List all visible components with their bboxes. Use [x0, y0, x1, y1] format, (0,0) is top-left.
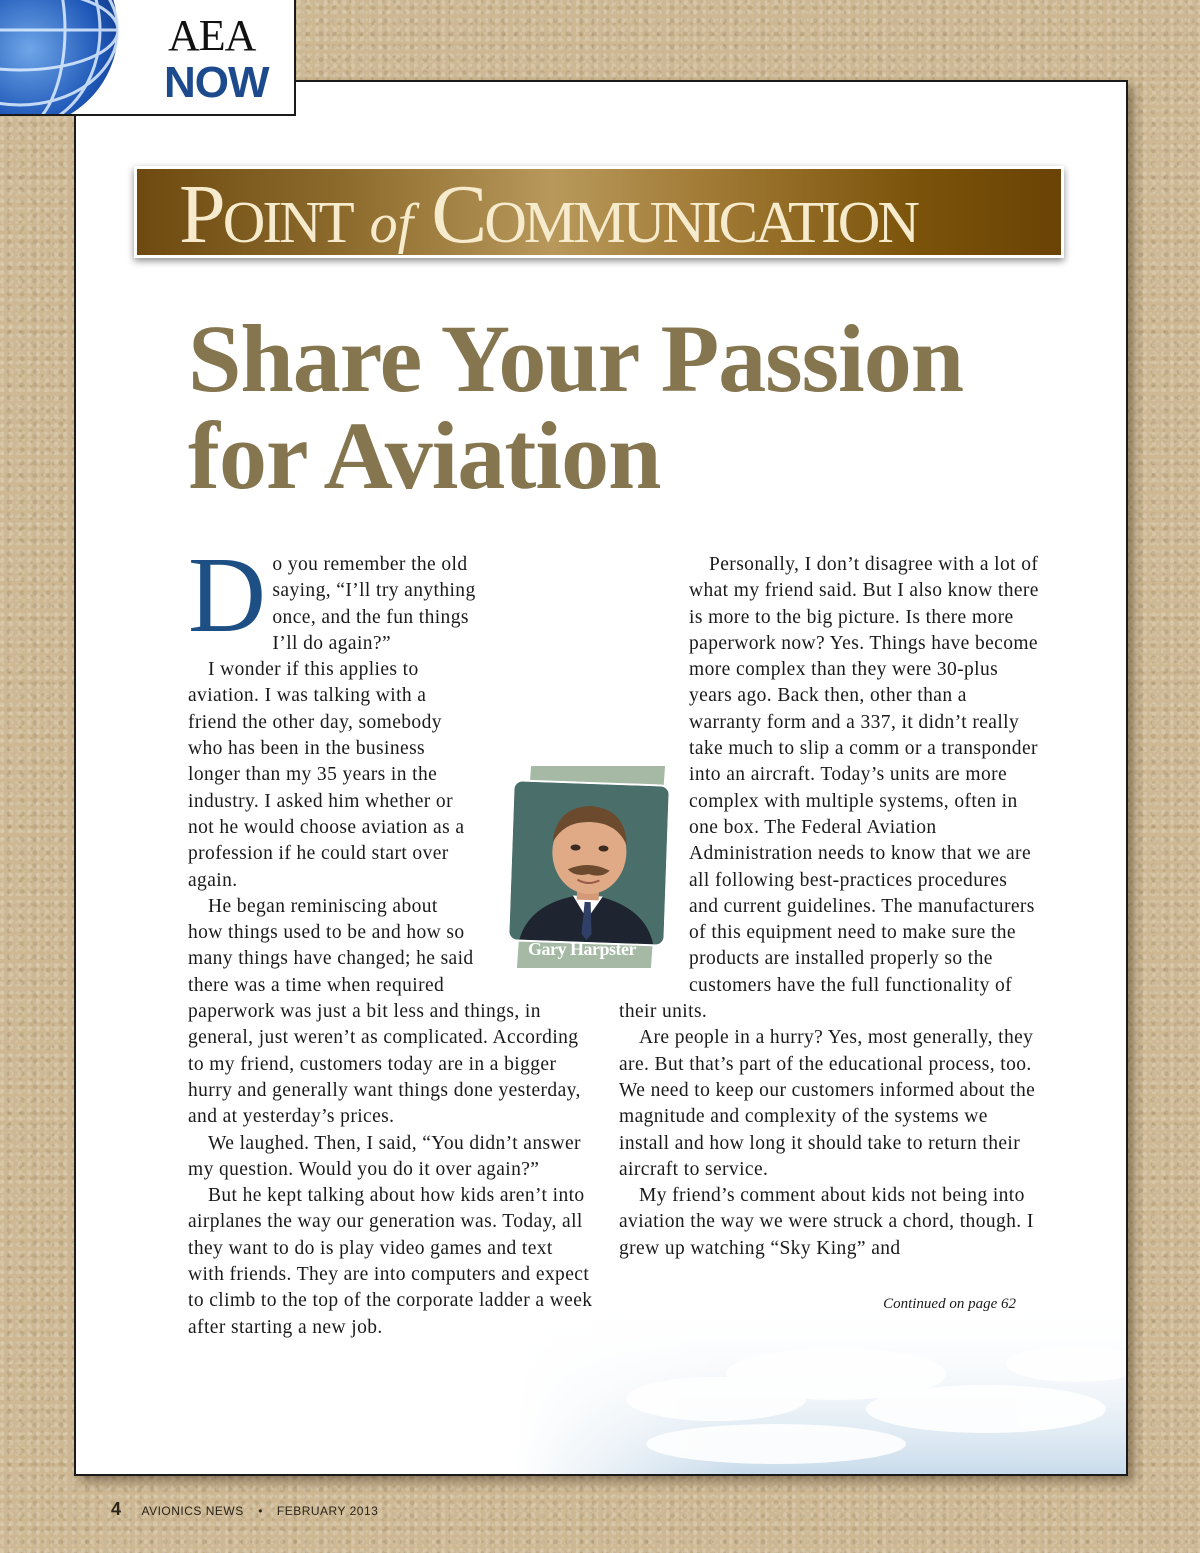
- badge-aea: AEA: [168, 11, 256, 60]
- badge-now: NOW: [164, 58, 269, 107]
- drop-cap: D: [188, 536, 267, 655]
- right-paragraph-2: Are people in a hurry? Yes, most generally, they are. But that’s part of the educational process, too. We need to keep our customers informed about the magnitude and complexity of the systems we install and how long it should take to return their aircraft to service.: [619, 1027, 1036, 1180]
- globe-icon: [0, 0, 120, 116]
- left-paragraph-4: We laughed. Then, I said, “You didn’t answer my question. Would you do it over again?”: [188, 1132, 581, 1180]
- article-headline: Share Your Passion for Aviation: [188, 305, 964, 509]
- sky-decoration: [516, 1304, 1128, 1476]
- left-paragraph-2: I wonder if this applies to aviation. I was talking with a friend the other day, somebody who has been in the business longer than my 35 years in the industry. I asked him whether or not he would choose aviation as a profession if he could start over again.: [188, 659, 465, 891]
- photo-caption: Gary Harpster: [528, 939, 636, 959]
- author-portrait-image: [509, 781, 668, 944]
- right-paragraph-1: Personally, I don’t disagree with a lot of what my friend said. But I also know there is more to the big picture. Is there more paperwork now? Yes. Things have become more complex than they were 30-plus years ago. Back then, other than a warranty form and a 337, it didn’t really take much to slip a comm or a transponder into an aircraft. Today’s units are more complex with multiple systems, often in one box. The Federal Aviation Administration needs to know that we are all following best-practices procedures and current guidelines. The manufacturers of this equipment need to make sure the products are installed properly so the customers have the full functionality of their units.: [619, 554, 1039, 1023]
- banner-word-point: Point: [179, 168, 352, 261]
- right-paragraph-3: My friend’s comment about kids not being into aviation the way we were struck a chord, though. I grew up watching “Sky King” and: [619, 1185, 1034, 1259]
- article-page: [74, 80, 1128, 1476]
- page-number: 4: [111, 1499, 122, 1519]
- section-banner: [134, 166, 1064, 261]
- left-paragraph-3: He began reminiscing about how things used to be and how so many things have changed; he said there was a time when required paperwork was just a bit less and things, in general, just weren’t as complicated. According to my friend, customers today are in a bigger hurry and generally want things done yesterday, and at yesterday’s prices.: [188, 895, 581, 1128]
- author-photo: [507, 779, 671, 946]
- continued-note: Continued on page 62: [883, 1296, 1016, 1312]
- right-column: [619, 552, 1039, 1262]
- section-badge: [0, 0, 296, 116]
- issue-date: FEBRUARY 2013: [276, 1504, 379, 1518]
- left-paragraph-1: o you remember the old saying, “I’ll try anything once, and the fun things I’ll do again?”: [272, 554, 476, 654]
- banner-title: [179, 168, 917, 266]
- publication-name: AVIONICS NEWS: [141, 1504, 244, 1518]
- banner-word-communication: Communication: [431, 168, 917, 261]
- footer-separator: •: [258, 1504, 263, 1518]
- banner-word-of: of: [369, 193, 414, 255]
- left-paragraph-5: But he kept talking about how kids aren’t into airplanes the way our generation was. Today, all they want to do is play video games and text with friends. They are into computers and expect to climb to the top of the corporate ladder a week after starting a new job.: [188, 1185, 593, 1338]
- page-footer: [111, 1499, 378, 1520]
